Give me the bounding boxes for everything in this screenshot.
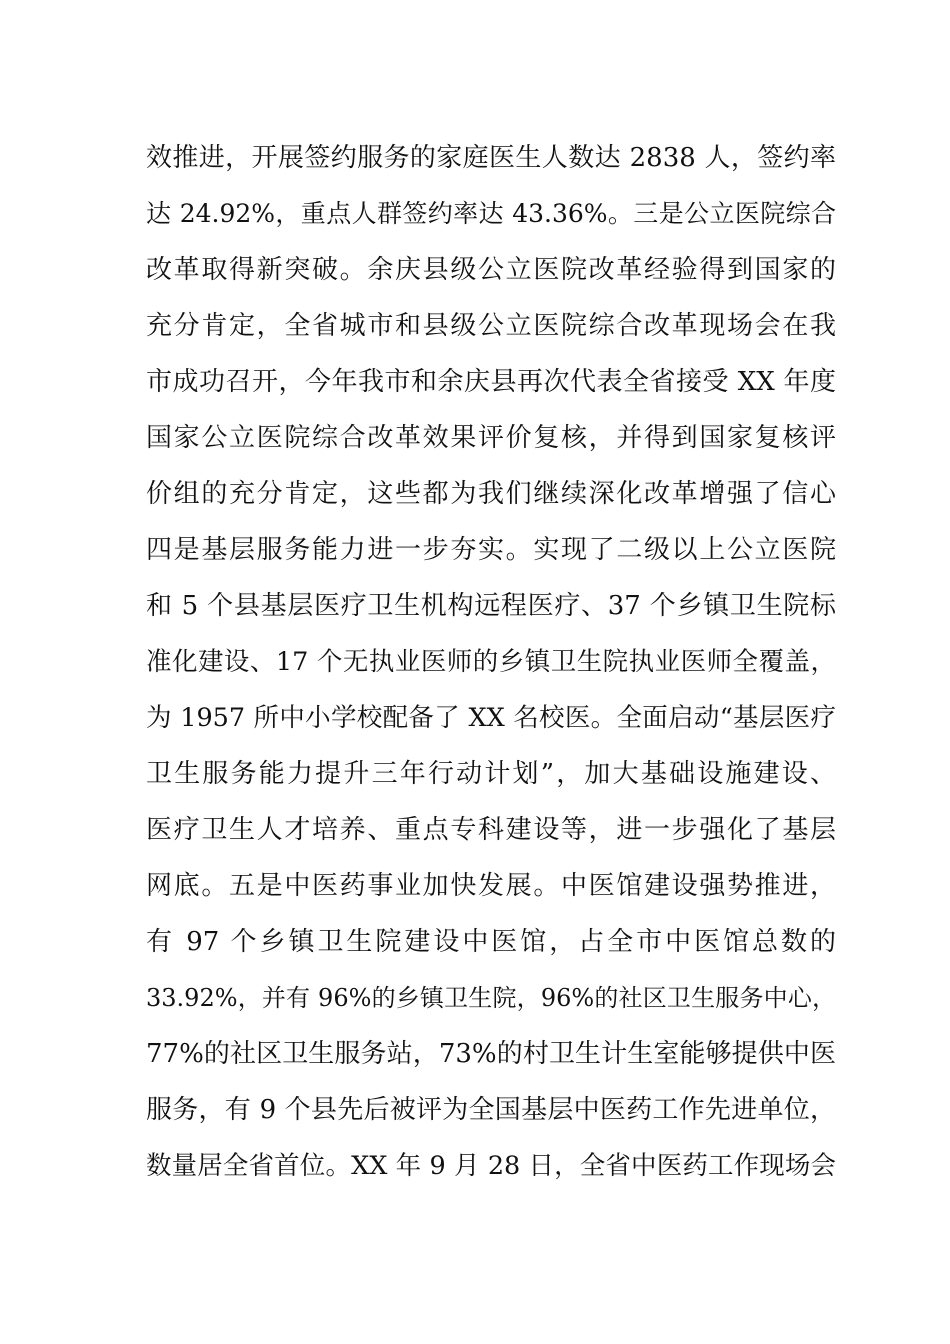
text-line-1: 效推进，开展签约服务的家庭医生人数达 2838 人，签约率: [146, 143, 836, 173]
text-line-8: 四是基层服务能力进一步夯实。实现了二级以上公立医院: [146, 535, 836, 565]
text-line-6: 国家公立医院综合改革效果评价复核，并得到国家复核评: [146, 423, 836, 453]
document-body: [146, 130, 836, 1194]
text-line-16: 33.92%，并有 96%的乡镇卫生院，96%的社区卫生服务中心，: [146, 984, 836, 1012]
text-line-17: 77%的社区卫生服务站，73%的村卫生计生室能够提供中医: [146, 1039, 836, 1069]
text-line-5: 市成功召开，今年我市和余庆县再次代表全省接受 XX 年度: [146, 367, 836, 397]
text-line-9: 和 5 个县基层医疗卫生机构远程医疗、37 个乡镇卫生院标: [146, 591, 836, 621]
text-line-4: 充分肯定，全省城市和县级公立医院综合改革现场会在我: [146, 311, 836, 341]
text-line-13: 医疗卫生人才培养、重点专科建设等，进一步强化了基层: [146, 815, 836, 845]
text-line-2: 达 24.92%，重点人群签约率达 43.36%。三是公立医院综合: [146, 199, 836, 228]
text-line-19: 数量居全省首位。XX 年 9 月 28 日，全省中医药工作现场会: [146, 1151, 836, 1181]
text-line-3: 改革取得新突破。余庆县级公立医院改革经验得到国家的: [146, 255, 836, 285]
text-line-14: 网底。五是中医药事业加快发展。中医馆建设强势推进，: [146, 871, 836, 901]
text-line-18: 服务，有 9 个县先后被评为全国基层中医药工作先进单位，: [146, 1095, 836, 1125]
text-line-7: 价组的充分肯定，这些都为我们继续深化改革增强了信心: [146, 479, 836, 509]
text-line-11: 为 1957 所中小学校配备了 XX 名校医。全面启动“基层医疗: [146, 703, 836, 733]
text-line-15: 有 97 个乡镇卫生院建设中医馆，占全市中医馆总数的: [146, 927, 836, 957]
text-line-12: 卫生服务能力提升三年行动计划”，加大基础设施建设、: [146, 759, 836, 789]
text-line-10: 准化建设、17 个无执业医师的乡镇卫生院执业医师全覆盖，: [146, 647, 836, 677]
